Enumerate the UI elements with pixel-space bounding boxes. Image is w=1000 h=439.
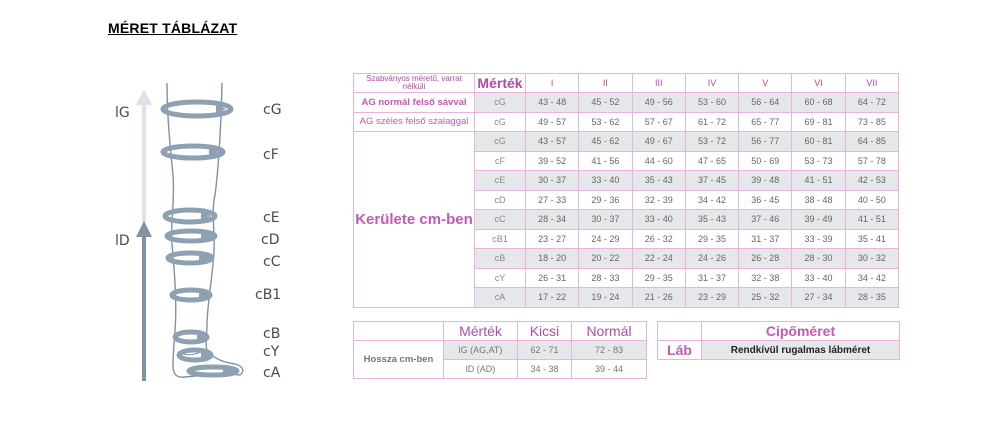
cell: 73 - 85 <box>845 112 898 132</box>
cell: 45 - 62 <box>579 132 632 152</box>
cell: 69 - 81 <box>792 112 845 132</box>
row-key: cG <box>475 112 526 132</box>
cell: 41 - 51 <box>845 210 898 230</box>
shoe-size-table <box>657 321 900 360</box>
cell: 42 - 53 <box>845 171 898 191</box>
cell: 35 - 43 <box>685 210 738 230</box>
cell: 33 - 40 <box>632 210 685 230</box>
circumference-label: Kerülete cm-ben <box>354 132 475 308</box>
table-row <box>354 112 899 132</box>
foot-label: Láb <box>658 341 702 360</box>
cell: 43 - 48 <box>526 93 579 113</box>
cell: 33 - 40 <box>579 171 632 191</box>
cell: 28 - 34 <box>526 210 579 230</box>
cell: 65 - 77 <box>739 112 792 132</box>
shoe-size-header: Cipőméret <box>702 322 900 341</box>
row-key: cD <box>475 190 526 210</box>
cell: 61 - 72 <box>685 112 738 132</box>
cell: 49 - 57 <box>526 112 579 132</box>
cell: 22 - 24 <box>632 249 685 269</box>
size-header: VI <box>792 74 845 93</box>
cell: 57 - 67 <box>632 112 685 132</box>
table-row <box>354 93 899 113</box>
cell: 40 - 50 <box>845 190 898 210</box>
size-table <box>353 73 899 308</box>
cc-label: cC <box>263 254 281 270</box>
row-key: cF <box>475 151 526 171</box>
measure-header: Mérték <box>475 74 526 93</box>
cell: 18 - 20 <box>526 249 579 269</box>
cell: 30 - 32 <box>845 249 898 269</box>
cell: 19 - 24 <box>579 288 632 308</box>
size-header: VII <box>845 74 898 93</box>
cell: 29 - 35 <box>685 229 738 249</box>
cell: 49 - 67 <box>632 132 685 152</box>
cell: 23 - 27 <box>526 229 579 249</box>
cf-label: cF <box>263 147 279 163</box>
cell: 31 - 37 <box>685 268 738 288</box>
ce-label: cE <box>263 210 280 226</box>
row-key: cG <box>475 132 526 152</box>
cell: 34 - 38 <box>518 360 572 379</box>
cell: 39 - 52 <box>526 151 579 171</box>
size-header: III <box>632 74 685 93</box>
length-table <box>353 321 647 379</box>
cell: 35 - 41 <box>845 229 898 249</box>
ag-normal-label: AG normál felső sávval <box>354 93 475 113</box>
cell: 28 - 33 <box>579 268 632 288</box>
leg-diagram <box>95 75 295 395</box>
cell: 37 - 45 <box>685 171 738 191</box>
cell: 64 - 72 <box>845 93 898 113</box>
table-row <box>354 132 899 152</box>
size-table-header <box>354 74 899 93</box>
length-normal-header: Normál <box>572 322 647 341</box>
cell: 49 - 56 <box>632 93 685 113</box>
cell: 26 - 28 <box>739 249 792 269</box>
cell: 28 - 35 <box>845 288 898 308</box>
table-row <box>658 341 900 360</box>
cy-label: cY <box>263 344 280 360</box>
cell: 47 - 65 <box>685 151 738 171</box>
row-key: cB <box>475 249 526 269</box>
cell: 45 - 52 <box>579 93 632 113</box>
cell: 29 - 35 <box>632 268 685 288</box>
size-header: IV <box>685 74 738 93</box>
length-small-header: Kicsi <box>518 322 572 341</box>
size-header: I <box>526 74 579 93</box>
row-key: lD (AD) <box>444 360 518 379</box>
cell: 33 - 39 <box>792 229 845 249</box>
empty-cell <box>658 322 702 341</box>
cd-label: cD <box>261 232 280 248</box>
cg-label: cG <box>263 102 282 118</box>
cell: 64 - 85 <box>845 132 898 152</box>
cell: 39 - 44 <box>572 360 647 379</box>
cell: 56 - 64 <box>739 93 792 113</box>
cell: 37 - 46 <box>739 210 792 230</box>
cell: 38 - 48 <box>792 190 845 210</box>
row-key: cY <box>475 268 526 288</box>
foot-value: Rendkívül rugalmas lábméret <box>702 341 900 360</box>
row-key: cE <box>475 171 526 191</box>
cell: 26 - 32 <box>632 229 685 249</box>
cell: 32 - 39 <box>632 190 685 210</box>
cell: 39 - 48 <box>739 171 792 191</box>
cell: 21 - 26 <box>632 288 685 308</box>
table-row <box>354 341 647 360</box>
length-measure-header: Mérték <box>444 322 518 341</box>
cell: 53 - 73 <box>792 151 845 171</box>
lg-label: lG <box>115 105 130 121</box>
cell: 17 - 22 <box>526 288 579 308</box>
row-key: lG (AG,AT) <box>444 341 518 360</box>
size-header: V <box>739 74 792 93</box>
cell: 24 - 29 <box>579 229 632 249</box>
cell: 50 - 69 <box>739 151 792 171</box>
empty-cell <box>354 322 444 341</box>
cell: 33 - 40 <box>792 268 845 288</box>
cell: 53 - 72 <box>685 132 738 152</box>
length-label: Hossza cm-ben <box>354 341 444 379</box>
ag-wide-label: AG széles felső szalaggal <box>354 112 475 132</box>
cell: 56 - 77 <box>739 132 792 152</box>
page-title: MÉRET TÁBLÁZAT <box>108 20 238 36</box>
row-key: cC <box>475 210 526 230</box>
cell: 30 - 37 <box>526 171 579 191</box>
cell: 44 - 60 <box>632 151 685 171</box>
ca-label: cA <box>263 365 281 381</box>
size-header: II <box>579 74 632 93</box>
cell: 53 - 60 <box>685 93 738 113</box>
cell: 34 - 42 <box>685 190 738 210</box>
shoe-header-row <box>658 322 900 341</box>
cell: 43 - 57 <box>526 132 579 152</box>
standard-label: Szabványos méretű, varrat nélküli <box>354 74 475 93</box>
ld-label: lD <box>115 233 130 249</box>
cb-label: cB <box>263 326 281 342</box>
cell: 32 - 38 <box>739 268 792 288</box>
cell: 53 - 62 <box>579 112 632 132</box>
cell: 60 - 68 <box>792 93 845 113</box>
cb1-label: cB1 <box>255 287 282 303</box>
cell: 41 - 51 <box>792 171 845 191</box>
cell: 36 - 45 <box>739 190 792 210</box>
cell: 34 - 42 <box>845 268 898 288</box>
cell: 20 - 22 <box>579 249 632 269</box>
row-key: cA <box>475 288 526 308</box>
cell: 35 - 43 <box>632 171 685 191</box>
cell: 29 - 36 <box>579 190 632 210</box>
cell: 26 - 31 <box>526 268 579 288</box>
cell: 31 - 37 <box>739 229 792 249</box>
cell: 23 - 29 <box>685 288 738 308</box>
cell: 27 - 33 <box>526 190 579 210</box>
cell: 39 - 49 <box>792 210 845 230</box>
cell: 41 - 56 <box>579 151 632 171</box>
row-key: cB1 <box>475 229 526 249</box>
row-key: cG <box>475 93 526 113</box>
cell: 24 - 26 <box>685 249 738 269</box>
cell: 62 - 71 <box>518 341 572 360</box>
cell: 57 - 78 <box>845 151 898 171</box>
cell: 30 - 37 <box>579 210 632 230</box>
cell: 72 - 83 <box>572 341 647 360</box>
length-table-header <box>354 322 647 341</box>
cell: 60 - 81 <box>792 132 845 152</box>
cell: 27 - 34 <box>792 288 845 308</box>
cell: 25 - 32 <box>739 288 792 308</box>
cell: 28 - 30 <box>792 249 845 269</box>
